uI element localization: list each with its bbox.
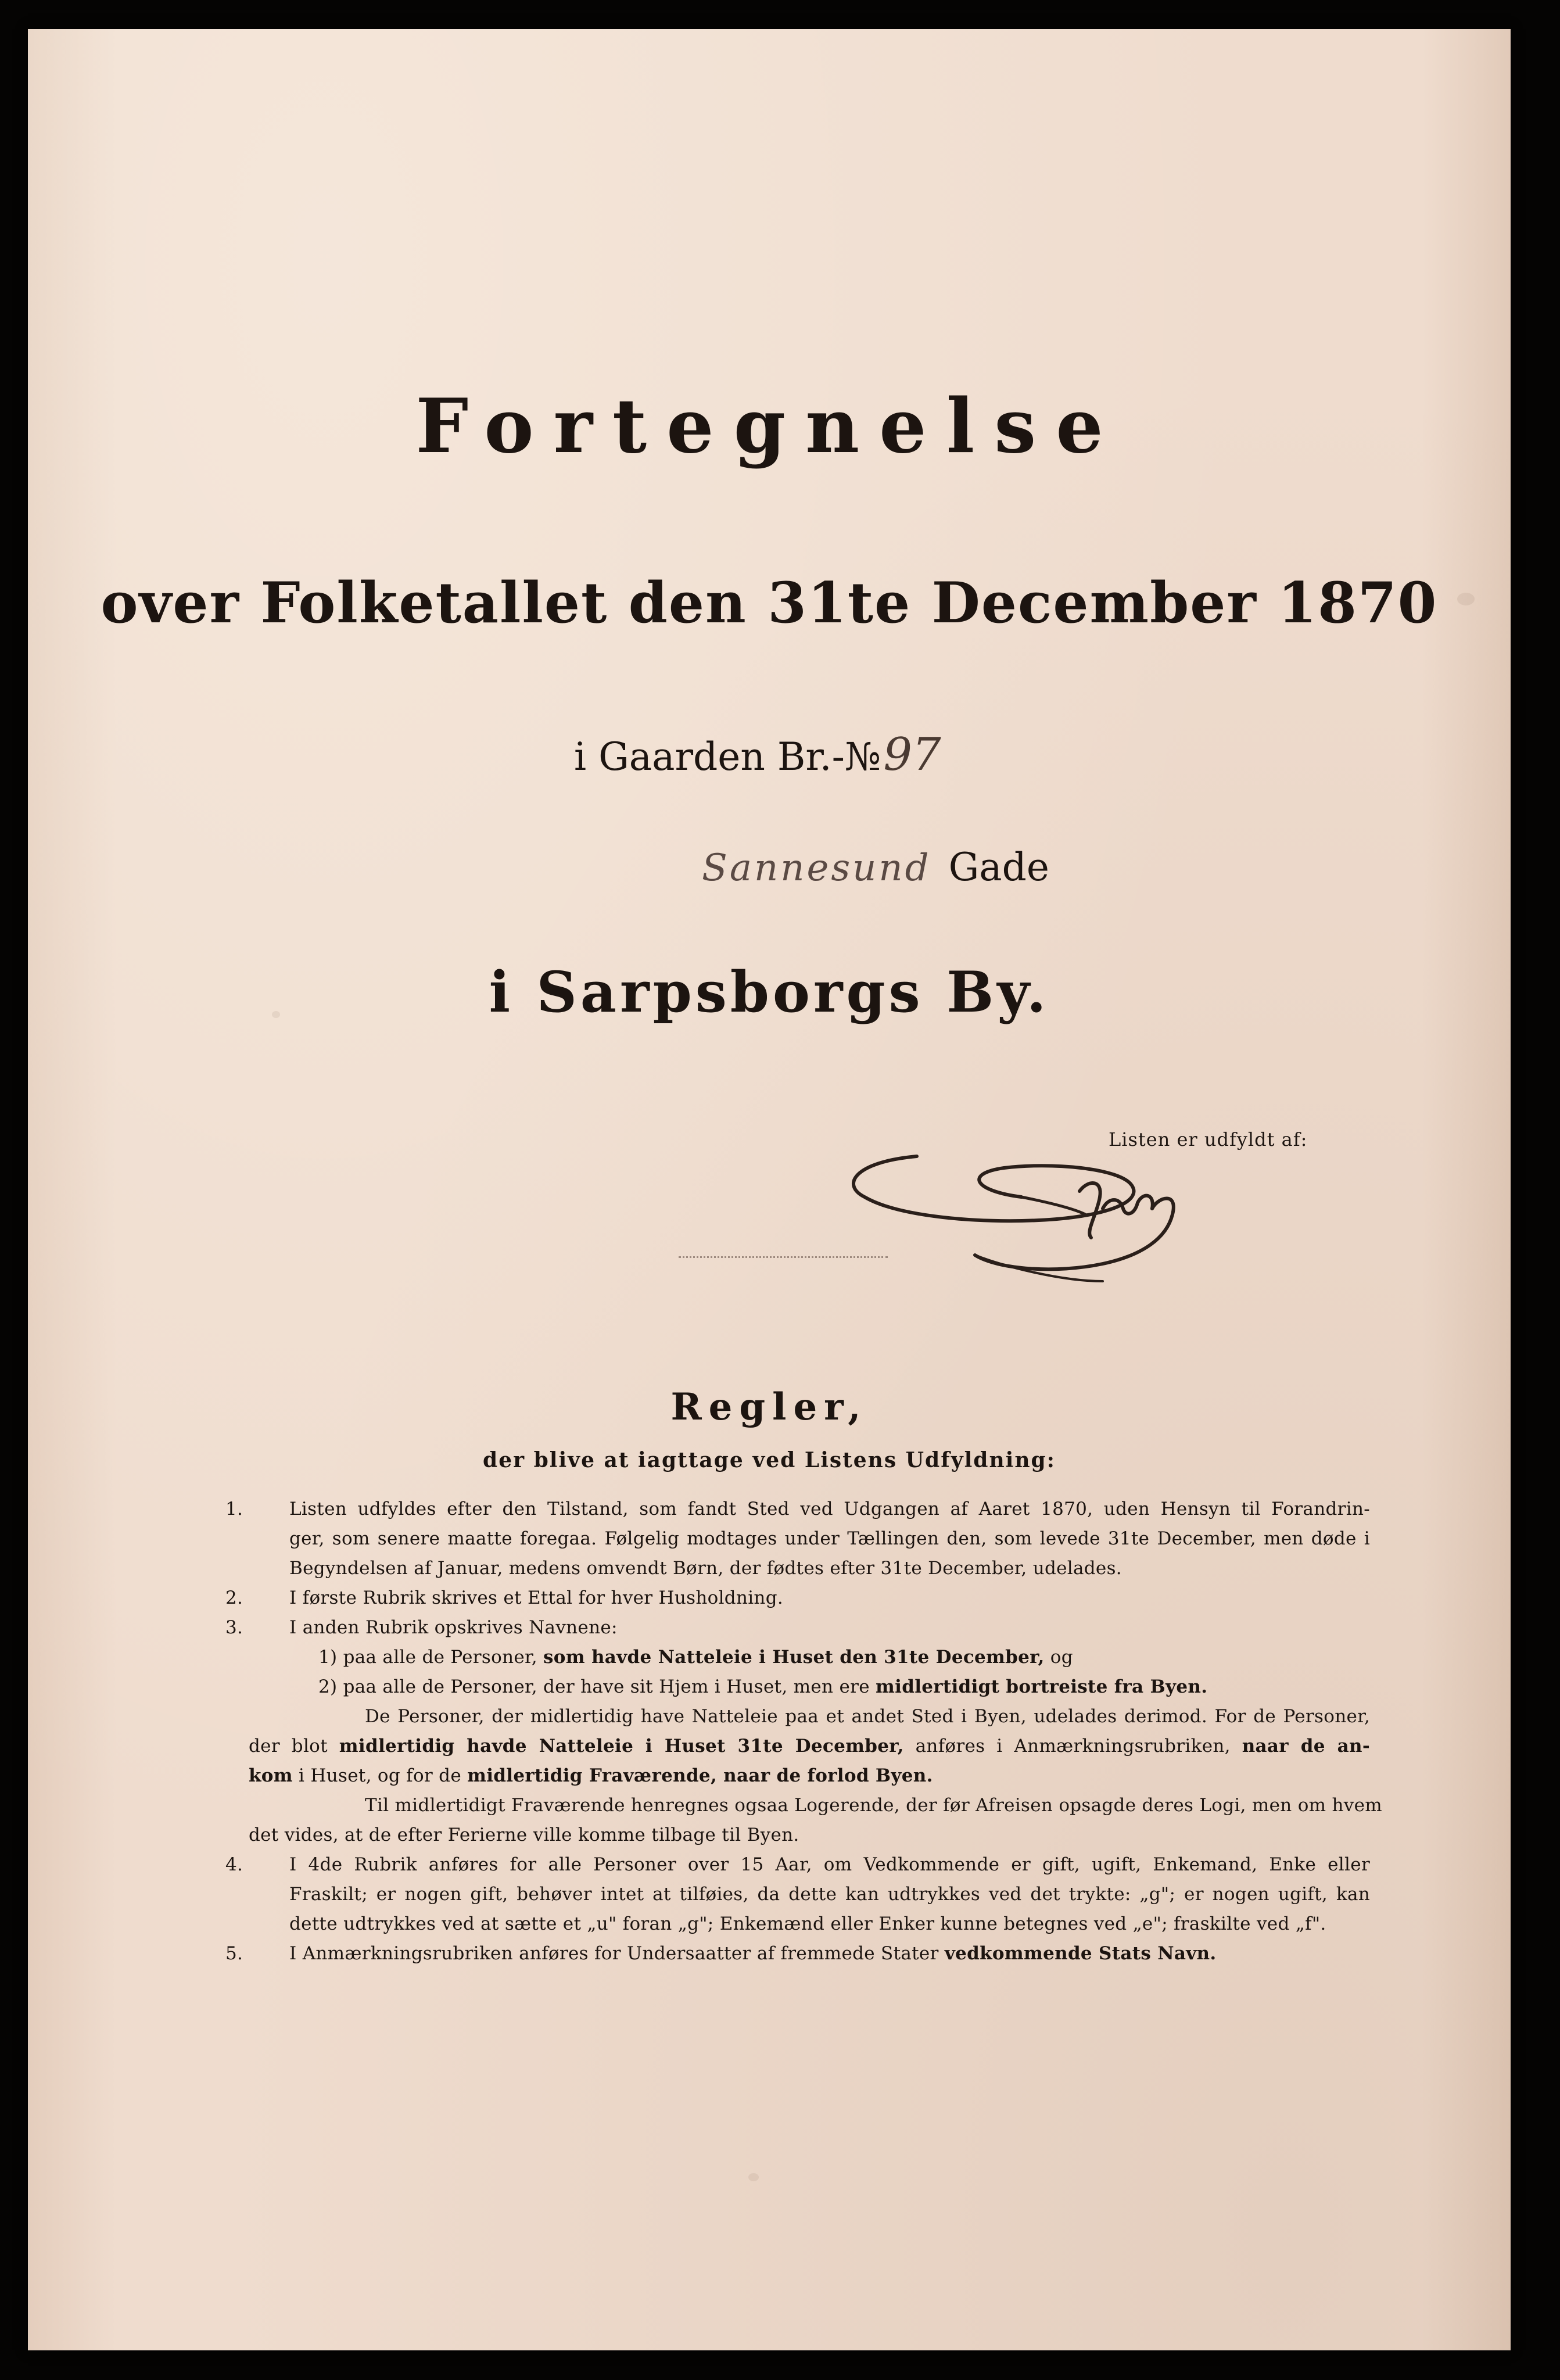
street-suffix-label: Gade	[948, 845, 1049, 890]
rule-text-bold: som havde Natteleie i Huset den 31te December,	[543, 1647, 1045, 1668]
rule-text: I Anmærkningsrubriken anføres for Undersaatter af fremmede Stater	[289, 1943, 939, 1964]
rule-text: I første Rubrik skrives et Ettal for hver Husholdning.	[289, 1587, 783, 1608]
rule-text: i Huset, og for de	[299, 1765, 461, 1786]
rule-text: De Personer, der midlertidig have Natteleie paa et andet Sted i Byen, udelades derimod. For de Personer,	[365, 1706, 1370, 1727]
rules-heading: Regler,	[670, 1385, 868, 1429]
rule-text: Fraskilt; er nogen gift, behøver intet at tilføies, da dette kan udtrykkes ved det trykte: „g"; er nogen ugift, kan	[289, 1884, 1370, 1905]
rule-1-line	[225, 1554, 1370, 1583]
rule-3-paragraph-1	[225, 1732, 1370, 1761]
rule-text: ger, som senere maatte foregaa. Følgelig modtages under Tællingen den, som levede 31te December, men døde i	[289, 1528, 1370, 1549]
handwritten-signature	[830, 1121, 1271, 1296]
rule-3-paragraph-2	[225, 1820, 1370, 1850]
rule-4-line	[225, 1909, 1370, 1939]
rule-text-bold: naar de an-	[1242, 1736, 1370, 1757]
rule-text-bold: midlertidig Fraværende, naar de forlod Byen.	[467, 1765, 933, 1786]
street-line	[702, 845, 1049, 890]
rule-4-line	[225, 1880, 1370, 1909]
form-title: Fortegnelse	[415, 383, 1123, 470]
signature-dotted-line	[679, 1256, 888, 1258]
rule-text: der blot	[249, 1736, 328, 1757]
farm-prefix-label: i Gaarden Br.-№	[574, 734, 881, 779]
rule-text: 1) paa alle de Personer,	[318, 1647, 537, 1668]
form-subtitle: over Folketallet den 31te December 1870	[101, 570, 1438, 636]
rule-2-line	[225, 1583, 1370, 1613]
rule-text: og	[1050, 1647, 1073, 1668]
rule-4-line	[225, 1850, 1370, 1880]
rule-text: dette udtrykkes ved at sætte et „u" foran „g"; Enkemænd eller Enker kunne betegnes ved „e"; fraskilte ved „f".	[289, 1913, 1326, 1934]
rule-text-bold: midlertidig havde Natteleie i Huset 31te December,	[339, 1736, 904, 1757]
rule-text-bold: kom	[249, 1765, 293, 1786]
filled-by-label: Listen er udfyldt af:	[1109, 1128, 1308, 1150]
rule-text: I 4de Rubrik anføres for alle Personer over 15 Aar, om Vedkommende er gift, ugift, Enkemand, Enke eller	[289, 1854, 1370, 1875]
rules-subheading: der blive at iagttage ved Listens Udfyldning:	[483, 1448, 1056, 1472]
paper-spot	[748, 2173, 759, 2181]
rule-3-sub-1	[225, 1643, 1370, 1672]
rule-3-line	[225, 1613, 1370, 1643]
rule-number: 2.	[225, 1587, 243, 1608]
rule-5-line	[225, 1939, 1370, 1969]
rule-text: Listen udfyldes efter den Tilstand, som fandt Sted ved Udgangen af Aaret 1870, uden Hensyn til Forandrin-	[289, 1499, 1370, 1519]
rule-text: det vides, at de efter Ferierne ville komme tilbage til Byen.	[249, 1825, 799, 1845]
rule-1-line	[225, 1524, 1370, 1554]
rule-text: Begyndelsen af Januar, medens omvendt Børn, der fødtes efter 31te December, udelades.	[289, 1558, 1122, 1579]
rule-text: I anden Rubrik opskrives Navnene:	[289, 1617, 618, 1638]
rule-text-bold: vedkommende Stats Navn.	[944, 1943, 1217, 1964]
rule-number: 4.	[225, 1854, 243, 1875]
rules-list	[225, 1494, 1382, 1969]
rule-number: 3.	[225, 1617, 243, 1638]
rule-3-paragraph-1	[225, 1702, 1370, 1732]
rule-text: 2) paa alle de Personer, der have sit Hjem i Huset, men ere	[318, 1676, 870, 1697]
rule-3-sub-2	[225, 1672, 1370, 1702]
rule-text: anføres i Anmærkningsrubriken,	[915, 1736, 1231, 1757]
rule-text: Til midlertidigt Fraværende henregnes ogsaa Logerende, der før Afreisen opsagde deres Logi, men om hvem	[365, 1795, 1382, 1816]
farm-number-handwritten: 97	[883, 729, 941, 781]
town-name: i Sarpsborgs By.	[489, 959, 1050, 1025]
farm-number-line	[574, 729, 941, 781]
rule-text-bold: midlertidigt bortreiste fra Byen.	[876, 1676, 1208, 1697]
rule-number: 5.	[225, 1943, 243, 1964]
census-form-sheet	[28, 29, 1511, 2350]
rule-number: 1.	[225, 1499, 243, 1519]
rule-3-paragraph-2	[225, 1791, 1382, 1820]
street-name-handwritten: Sannesund	[702, 847, 931, 890]
rule-3-paragraph-1	[225, 1761, 1370, 1791]
rule-1-line	[225, 1494, 1370, 1524]
